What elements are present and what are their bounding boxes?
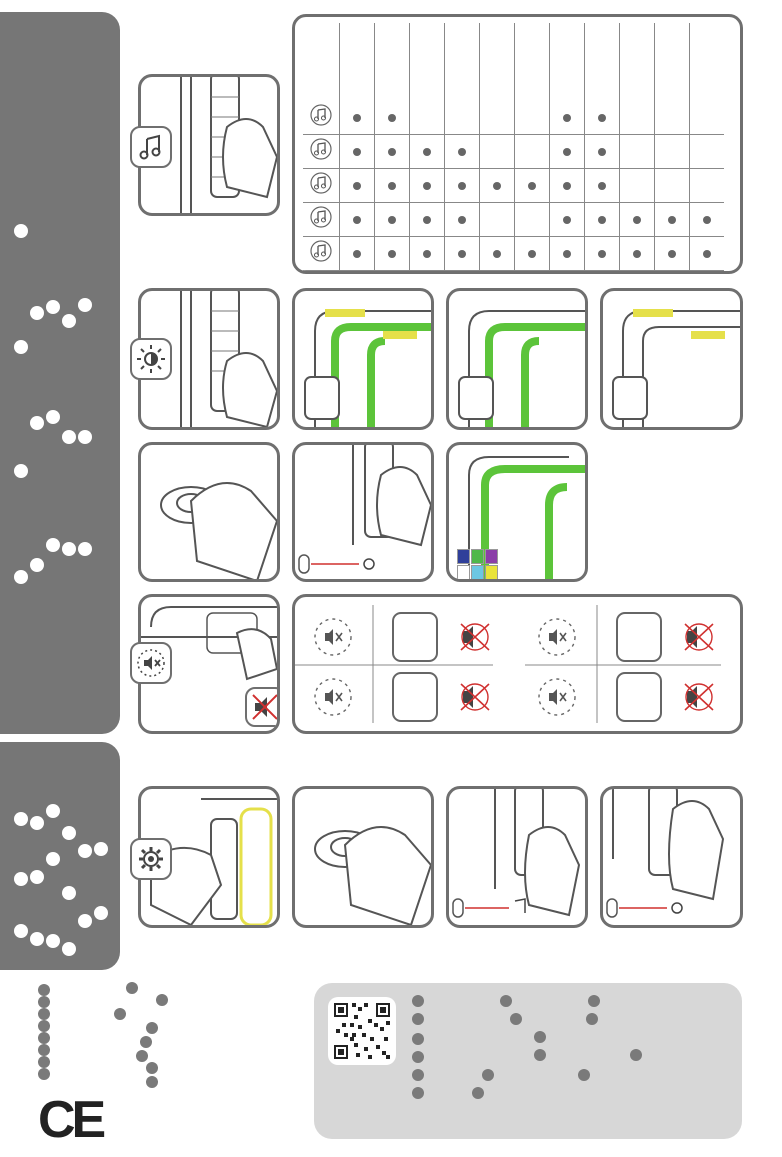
active-dot bbox=[563, 250, 571, 258]
indicator-dot bbox=[14, 464, 28, 478]
active-dot bbox=[633, 250, 641, 258]
qr-info-box bbox=[314, 983, 742, 1139]
indicator-dot bbox=[46, 410, 60, 424]
active-dot bbox=[388, 148, 396, 156]
active-dot bbox=[493, 182, 501, 190]
color-swatch bbox=[457, 549, 470, 564]
melody-cell bbox=[690, 101, 725, 135]
melody-cell bbox=[515, 237, 550, 271]
active-dot bbox=[563, 216, 571, 224]
melody-cell bbox=[410, 203, 445, 237]
active-dot bbox=[388, 182, 396, 190]
indicator-dot bbox=[78, 430, 92, 444]
mute-icon bbox=[315, 679, 351, 715]
active-dot bbox=[423, 250, 431, 258]
melody-column-header bbox=[550, 23, 585, 101]
active-dot bbox=[458, 148, 466, 156]
melody-cell bbox=[690, 169, 725, 203]
indicator-dot bbox=[14, 872, 28, 886]
melody-cell bbox=[375, 101, 410, 135]
indicator-dot bbox=[30, 932, 44, 946]
indicator-dot bbox=[14, 924, 28, 938]
melody-cell bbox=[655, 101, 690, 135]
active-dot bbox=[353, 182, 361, 190]
active-dot bbox=[668, 216, 676, 224]
indicator-dot bbox=[46, 934, 60, 948]
active-dot bbox=[703, 250, 711, 258]
brightness-slider-illustration-2 bbox=[600, 786, 743, 928]
melody-column-header bbox=[340, 23, 375, 101]
melody-cell bbox=[340, 203, 375, 237]
active-dot bbox=[423, 216, 431, 224]
active-dot bbox=[458, 250, 466, 258]
light-mode-yellow bbox=[600, 288, 743, 430]
mute-button-photo bbox=[617, 613, 661, 661]
melody-cell bbox=[445, 237, 480, 271]
melody-cell bbox=[655, 169, 690, 203]
speaker-crossed-icon bbox=[461, 684, 489, 710]
melody-cell bbox=[480, 169, 515, 203]
mute-icon bbox=[315, 619, 351, 655]
melody-cell bbox=[585, 135, 620, 169]
color-swatch bbox=[485, 549, 498, 564]
active-dot bbox=[598, 182, 606, 190]
indicator-dot bbox=[94, 906, 108, 920]
active-dot bbox=[388, 216, 396, 224]
light-mode-green bbox=[446, 288, 588, 430]
color-swatch bbox=[471, 549, 484, 564]
melody-cell bbox=[585, 237, 620, 271]
indicator-dot bbox=[30, 416, 44, 430]
melody-row bbox=[303, 169, 724, 203]
melody-cell bbox=[480, 135, 515, 169]
speaker-crossed-icon bbox=[685, 624, 713, 650]
melody-column-header bbox=[690, 23, 725, 101]
indicator-dot bbox=[14, 340, 28, 354]
melody-table-panel bbox=[292, 14, 743, 274]
melody-cell bbox=[655, 135, 690, 169]
active-dot bbox=[423, 182, 431, 190]
color-swatch bbox=[485, 565, 498, 580]
indicator-dot bbox=[62, 314, 76, 328]
melody-cell bbox=[620, 135, 655, 169]
footer-left-dots bbox=[0, 980, 200, 1090]
music-note-icon bbox=[310, 138, 332, 160]
indicator-dot bbox=[46, 852, 60, 866]
melody-row bbox=[303, 203, 724, 237]
melody-cell bbox=[690, 237, 725, 271]
melody-row bbox=[303, 101, 724, 135]
melody-cell bbox=[410, 135, 445, 169]
melody-cell bbox=[515, 101, 550, 135]
active-dot bbox=[423, 148, 431, 156]
active-dot bbox=[598, 250, 606, 258]
indicator-dot bbox=[94, 842, 108, 856]
sidebar-top bbox=[0, 12, 120, 734]
melody-column-header bbox=[445, 23, 480, 101]
melody-cell bbox=[445, 169, 480, 203]
indicator-dot bbox=[46, 804, 60, 818]
color-swatch bbox=[457, 565, 470, 580]
indicator-dot bbox=[30, 870, 44, 884]
mute-button-photo bbox=[617, 673, 661, 721]
light-mode-green-yellow bbox=[292, 288, 434, 430]
active-dot bbox=[388, 250, 396, 258]
mute-icon bbox=[539, 619, 575, 655]
melody-cell bbox=[655, 237, 690, 271]
press-button-illustration bbox=[292, 786, 434, 928]
active-dot bbox=[353, 148, 361, 156]
indicator-dot bbox=[62, 886, 76, 900]
indicator-dot bbox=[46, 538, 60, 552]
brightness-slider-illustration bbox=[292, 442, 434, 582]
melody-cell bbox=[515, 203, 550, 237]
active-dot bbox=[528, 250, 536, 258]
melody-cell bbox=[340, 101, 375, 135]
melody-cell bbox=[375, 169, 410, 203]
mute-icon bbox=[539, 679, 575, 715]
active-dot bbox=[598, 148, 606, 156]
melody-cell bbox=[515, 169, 550, 203]
melody-cell bbox=[480, 203, 515, 237]
music-note-icon bbox=[310, 104, 332, 126]
active-dot bbox=[563, 182, 571, 190]
active-dot bbox=[703, 216, 711, 224]
indicator-dot bbox=[30, 816, 44, 830]
melody-cell bbox=[655, 203, 690, 237]
melody-cell bbox=[550, 203, 585, 237]
indicator-dot bbox=[14, 812, 28, 826]
melody-cell bbox=[620, 101, 655, 135]
color-swatch-grid bbox=[457, 549, 499, 577]
indicator-dot bbox=[62, 430, 76, 444]
speaker-crossed-icon bbox=[685, 684, 713, 710]
active-dot bbox=[668, 250, 676, 258]
melody-cell bbox=[375, 135, 410, 169]
speaker-crossed-icon bbox=[461, 624, 489, 650]
indicator-dot bbox=[78, 298, 92, 312]
active-dot bbox=[598, 216, 606, 224]
mute-button-photo bbox=[393, 613, 437, 661]
melody-cell bbox=[445, 135, 480, 169]
music-note-icon bbox=[310, 240, 332, 262]
indicator-dot bbox=[78, 914, 92, 928]
indicator-dot bbox=[14, 570, 28, 584]
indicator-dot bbox=[30, 558, 44, 572]
indicator-dot bbox=[62, 542, 76, 556]
indicator-dot bbox=[30, 306, 44, 320]
melody-cell bbox=[480, 237, 515, 271]
melody-table bbox=[303, 23, 724, 271]
light-brightness-icon bbox=[130, 338, 172, 380]
indicator-dot bbox=[62, 826, 76, 840]
mute-icon bbox=[130, 642, 172, 684]
melody-cell bbox=[410, 101, 445, 135]
active-dot bbox=[563, 148, 571, 156]
mute-states-panel bbox=[292, 594, 743, 734]
indicator-dot bbox=[62, 942, 76, 956]
active-dot bbox=[388, 114, 396, 122]
mute-button-photo bbox=[393, 673, 437, 721]
ce-mark: CE bbox=[38, 1091, 103, 1149]
melody-cell bbox=[340, 237, 375, 271]
melody-column-header bbox=[375, 23, 410, 101]
melody-cell bbox=[410, 237, 445, 271]
melody-cell bbox=[480, 101, 515, 135]
melody-cell bbox=[340, 135, 375, 169]
melody-cell bbox=[445, 101, 480, 135]
melody-cell bbox=[550, 237, 585, 271]
melody-cell bbox=[550, 169, 585, 203]
music-note-icon bbox=[310, 172, 332, 194]
active-dot bbox=[633, 216, 641, 224]
melody-column-header bbox=[480, 23, 515, 101]
melody-cell bbox=[515, 135, 550, 169]
melody-column-header bbox=[410, 23, 445, 101]
active-dot bbox=[458, 182, 466, 190]
active-dot bbox=[458, 216, 466, 224]
melody-cell bbox=[585, 203, 620, 237]
melody-column-header bbox=[655, 23, 690, 101]
melody-column-header bbox=[515, 23, 550, 101]
active-dot bbox=[353, 216, 361, 224]
indicator-dot bbox=[14, 224, 28, 238]
melody-cell bbox=[550, 135, 585, 169]
music-note-icon bbox=[130, 126, 172, 168]
sidebar-bottom bbox=[0, 742, 120, 970]
qr-code bbox=[328, 997, 396, 1065]
music-note-icon bbox=[310, 206, 332, 228]
color-selection-illustration bbox=[446, 442, 588, 582]
press-hold-button-illustration bbox=[138, 442, 280, 582]
melody-cell bbox=[550, 101, 585, 135]
melody-cell bbox=[445, 203, 480, 237]
melody-cell bbox=[340, 169, 375, 203]
melody-column-header bbox=[585, 23, 620, 101]
melody-cell bbox=[375, 237, 410, 271]
melody-row bbox=[303, 237, 724, 271]
melody-row bbox=[303, 135, 724, 169]
indicator-dot bbox=[78, 844, 92, 858]
melody-cell bbox=[620, 203, 655, 237]
melody-cell bbox=[410, 169, 445, 203]
active-dot bbox=[528, 182, 536, 190]
melody-cell bbox=[690, 203, 725, 237]
melody-cell bbox=[690, 135, 725, 169]
active-dot bbox=[598, 114, 606, 122]
music-slider-illustration bbox=[446, 786, 588, 928]
melody-cell bbox=[375, 203, 410, 237]
active-dot bbox=[353, 114, 361, 122]
melody-cell bbox=[585, 169, 620, 203]
mute-crossed-icon bbox=[245, 687, 280, 727]
indicator-dot bbox=[46, 300, 60, 314]
melody-column-header bbox=[620, 23, 655, 101]
indicator-dot bbox=[78, 542, 92, 556]
active-dot bbox=[493, 250, 501, 258]
active-dot bbox=[353, 250, 361, 258]
melody-cell bbox=[620, 169, 655, 203]
melody-cell bbox=[585, 101, 620, 135]
active-dot bbox=[563, 114, 571, 122]
melody-cell bbox=[620, 237, 655, 271]
gear-icon bbox=[130, 838, 172, 880]
color-swatch bbox=[471, 565, 484, 580]
